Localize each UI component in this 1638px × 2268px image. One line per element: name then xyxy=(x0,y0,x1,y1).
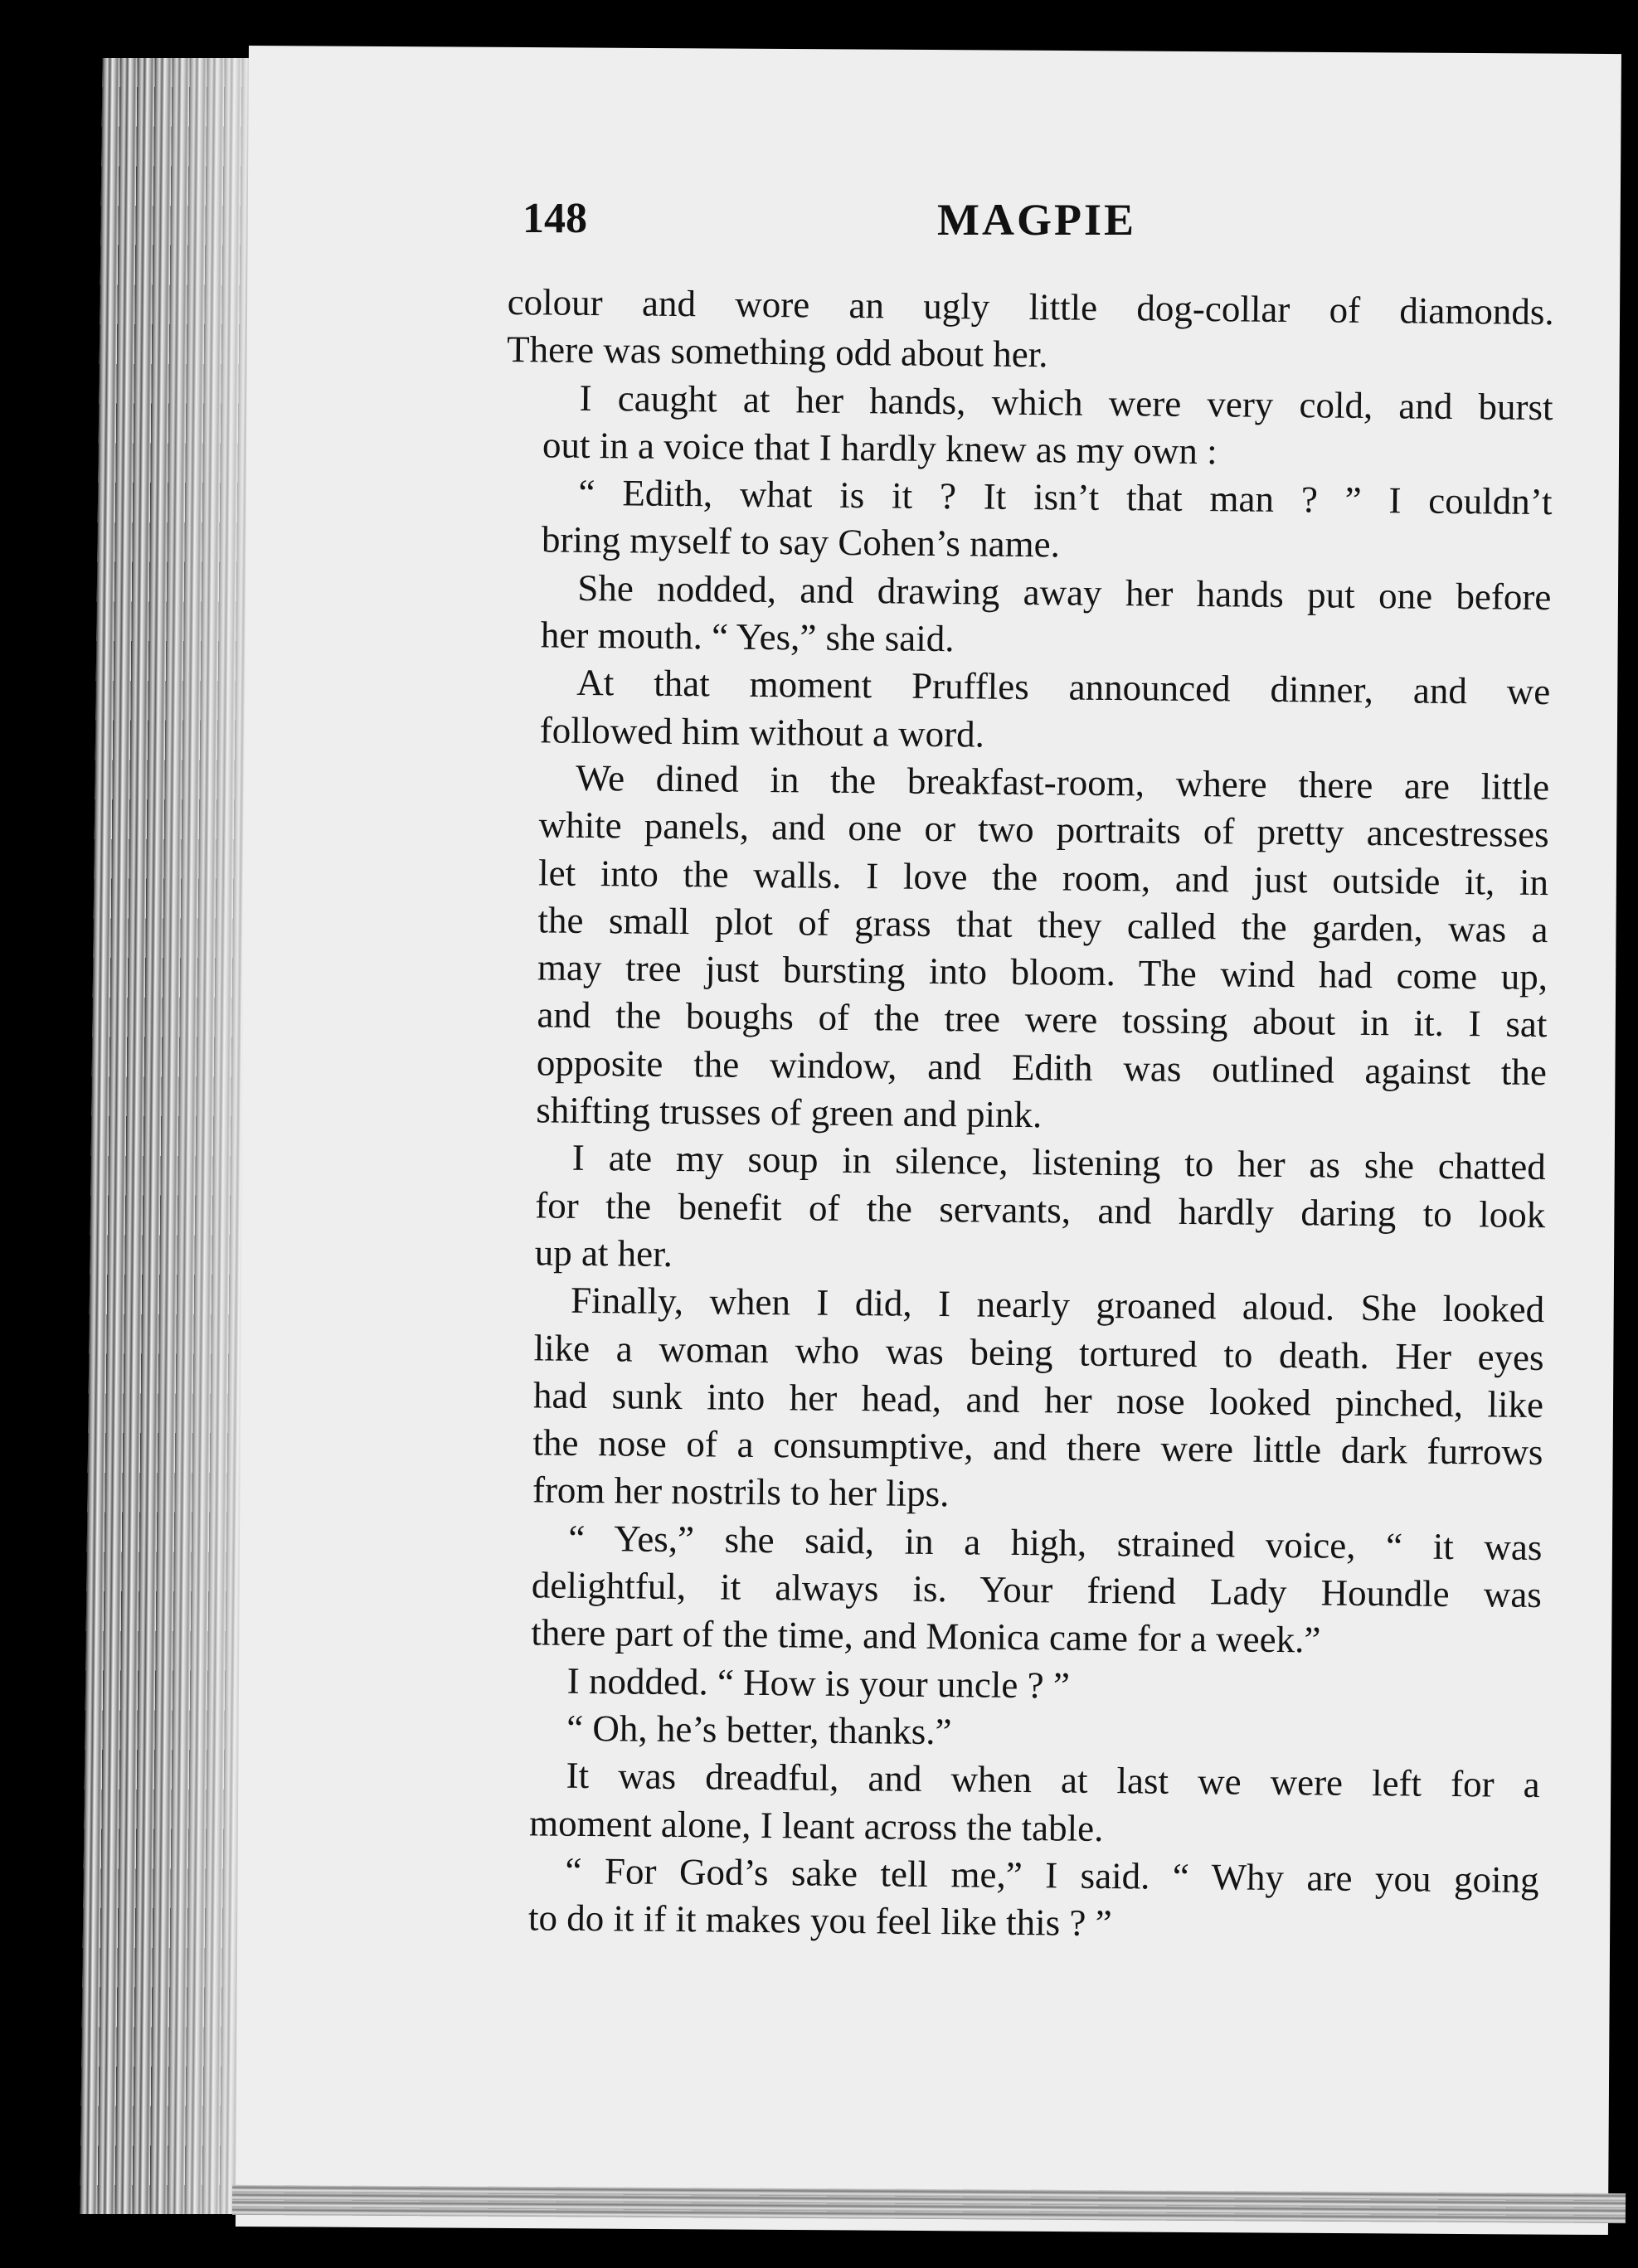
body-text xyxy=(492,279,1554,1951)
text-line: let into the walls. I love the room, and just outside it, in xyxy=(537,851,1549,903)
text-line: delightful, it always is. Your friend Lady Houndle was xyxy=(531,1564,1543,1616)
text-line: We dined in the breakfast-room, where there are little xyxy=(575,756,1550,809)
text-line: up at her. xyxy=(534,1231,673,1275)
text-line: opposite the window, and Edith was outlined against the xyxy=(536,1042,1548,1093)
text-line: and the boughs of the tree were tossing about in it. I sat xyxy=(537,993,1548,1046)
text-line: “ Oh, he’s better, thanks.” xyxy=(566,1707,952,1753)
text-line: “ Yes,” she said, in a high, strained voice, “ it was xyxy=(568,1517,1543,1568)
text-line: At that moment Pruffles announced dinner, and we xyxy=(576,662,1551,713)
paragraph xyxy=(506,374,1553,479)
text-line: like a woman who was being tortured to death. Her eyes xyxy=(533,1326,1544,1378)
text-line: She nodded, and drawing away her hands put one before xyxy=(577,566,1552,618)
text-line: There was something odd about her. xyxy=(506,328,1048,376)
text-line: I ate my soup in silence, listening to her as she chatted xyxy=(571,1137,1547,1188)
text-line: the nose of a consumptive, and there were little dark furrows xyxy=(532,1421,1543,1474)
text-line: moment alone, I leant across the table. xyxy=(528,1801,1104,1849)
text-line: I nodded. “ How is your uncle ? ” xyxy=(566,1659,1071,1707)
text-line: I caught at her hands, which were very cold, and burst xyxy=(579,376,1553,428)
text-line: out in a voice that I hardly knew as my own : xyxy=(542,424,1218,473)
running-head: MAGPIE xyxy=(937,195,1136,245)
text-line: white panels, and one or two portraits of pretty ancestresses xyxy=(538,804,1549,856)
text-line: Finally, when I did, I nearly groaned aloud. She looked xyxy=(570,1280,1545,1331)
page-number: 148 xyxy=(523,195,587,242)
paragraph xyxy=(504,564,1552,669)
text-line: colour and wore an ugly little dog-collar of diamonds. xyxy=(507,280,1554,333)
paragraph xyxy=(507,279,1554,384)
text-line: for the benefit of the servants, and hardly daring to look xyxy=(535,1184,1546,1236)
text-line: there part of the time, and Monica came for a week.” xyxy=(531,1611,1321,1661)
text-line: had sunk into her head, and her nose looked pinched, like xyxy=(532,1374,1544,1425)
paragraph xyxy=(499,754,1549,1144)
text-line: the small plot of grass that they called the garden, was a xyxy=(537,899,1548,950)
paragraph xyxy=(498,1134,1546,1286)
text-line: It was dreadful, and when at last we were left for a xyxy=(566,1754,1540,1806)
text-line: from her nostrils to her lips. xyxy=(532,1469,950,1515)
paragraph xyxy=(493,1751,1540,1857)
text-line: “ Edith, what is it ? It isn’t that man ? ” I couldn’t xyxy=(578,472,1553,523)
text-line: bring myself to say Cohen’s name. xyxy=(541,518,1061,566)
text-line: may tree just bursting into bloom. The wind had come up, xyxy=(537,946,1548,998)
text-line: “ For God’s sake tell me,” I said. “ Why are you going xyxy=(565,1849,1539,1901)
text-line: followed him without a word. xyxy=(539,709,985,755)
paragraph xyxy=(494,1514,1543,1667)
text-line: shifting trusses of green and pink. xyxy=(536,1089,1043,1136)
paragraph xyxy=(505,469,1553,574)
text-line: her mouth. “ Yes,” she said. xyxy=(540,614,955,660)
paragraph xyxy=(496,1276,1545,1524)
paragraph xyxy=(503,658,1551,764)
page-header xyxy=(523,191,1551,257)
paragraph xyxy=(492,1847,1539,1952)
text-line: to do it if it makes you feel like this ? ” xyxy=(527,1896,1112,1945)
